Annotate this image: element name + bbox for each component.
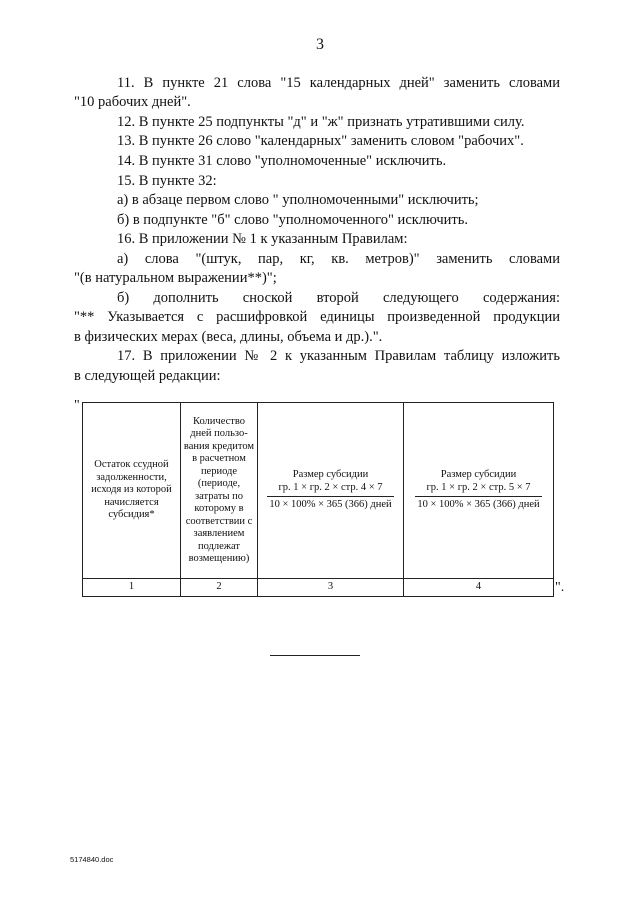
col-number-2: 2 bbox=[181, 579, 258, 597]
col4-title: Размер субсидии bbox=[440, 469, 517, 481]
col3-title: Размер субсидии bbox=[292, 469, 369, 481]
col4-formula-denominator: 10 × 100% × 365 (366) дней bbox=[417, 499, 540, 511]
para-16a-line1: а) слова "(штук, пар, кг, кв. метров)" заменить словами bbox=[117, 251, 560, 267]
page-number: 3 bbox=[316, 36, 324, 53]
para-15: 15. В пункте 32: bbox=[117, 173, 217, 189]
col1-header-text: Остаток ссудной задолженности, исходя из которой начисляется субсидия* bbox=[91, 459, 172, 521]
col3-formula bbox=[267, 482, 393, 512]
table-number-row bbox=[83, 579, 554, 597]
para-12: 12. В пункте 25 подпункты "д" и "ж" признать утратившими силу. bbox=[117, 114, 525, 130]
col4-formula bbox=[415, 482, 541, 512]
para-11-line1: 11. В пункте 21 слова "15 календарных дней" заменить словами bbox=[117, 75, 560, 91]
para-15b: б) в подпункте "б" слово "уполномоченного" исключить. bbox=[117, 212, 468, 228]
para-16: 16. В приложении № 1 к указанным Правилам: bbox=[117, 231, 408, 247]
para-11-line2: "10 рабочих дней". bbox=[74, 94, 191, 110]
table-header-row bbox=[83, 403, 554, 579]
col4-formula-numerator: гр. 1 × гр. 2 × стр. 5 × 7 bbox=[415, 482, 541, 498]
col3-formula-numerator: гр. 1 × гр. 2 × стр. 4 × 7 bbox=[267, 482, 393, 498]
col3-header bbox=[258, 403, 404, 579]
para-16b-line3: в физических мерах (веса, длины, объема и др.).". bbox=[74, 329, 383, 345]
para-13: 13. В пункте 26 слово "календарных" заменить словом "рабочих". bbox=[117, 133, 524, 149]
col2-header bbox=[181, 403, 258, 579]
col-number-1: 1 bbox=[83, 579, 181, 597]
para-17-line2: в следующей редакции: bbox=[74, 368, 221, 384]
subsidy-table bbox=[82, 402, 554, 597]
col3-formula-denominator: 10 × 100% × 365 (366) дней bbox=[269, 499, 392, 511]
col-number-4: 4 bbox=[404, 579, 554, 597]
para-16b-line2: "** Указывается с расшифровкой единицы произведенной продукции bbox=[74, 309, 560, 325]
col-number-3: 3 bbox=[258, 579, 404, 597]
para-16a-line2: "(в натуральном выражении**)"; bbox=[74, 270, 277, 286]
col2-header-text: Количество дней пользо-вания кредитом в расчетном периоде (периоде, затраты по которому в соответствии с заявлением подлежат возмещению) bbox=[183, 415, 255, 564]
footer-doc-id: 5174840.doc bbox=[70, 855, 114, 864]
para-15a: а) в абзаце первом слово " уполномоченными" исключить; bbox=[117, 192, 479, 208]
col1-header bbox=[83, 403, 181, 579]
col4-header bbox=[404, 403, 554, 579]
para-16b-line1: б) дополнить сноской второй следующего содержания: bbox=[117, 290, 560, 306]
para-14: 14. В пункте 31 слово "уполномоченные" исключить. bbox=[117, 153, 447, 169]
table-open-quote: " bbox=[74, 398, 80, 413]
separator-line bbox=[270, 655, 360, 656]
table-close-quote: ". bbox=[555, 580, 565, 595]
para-17-line1: 17. В приложении № 2 к указанным Правилам таблицу изложить bbox=[117, 348, 560, 364]
